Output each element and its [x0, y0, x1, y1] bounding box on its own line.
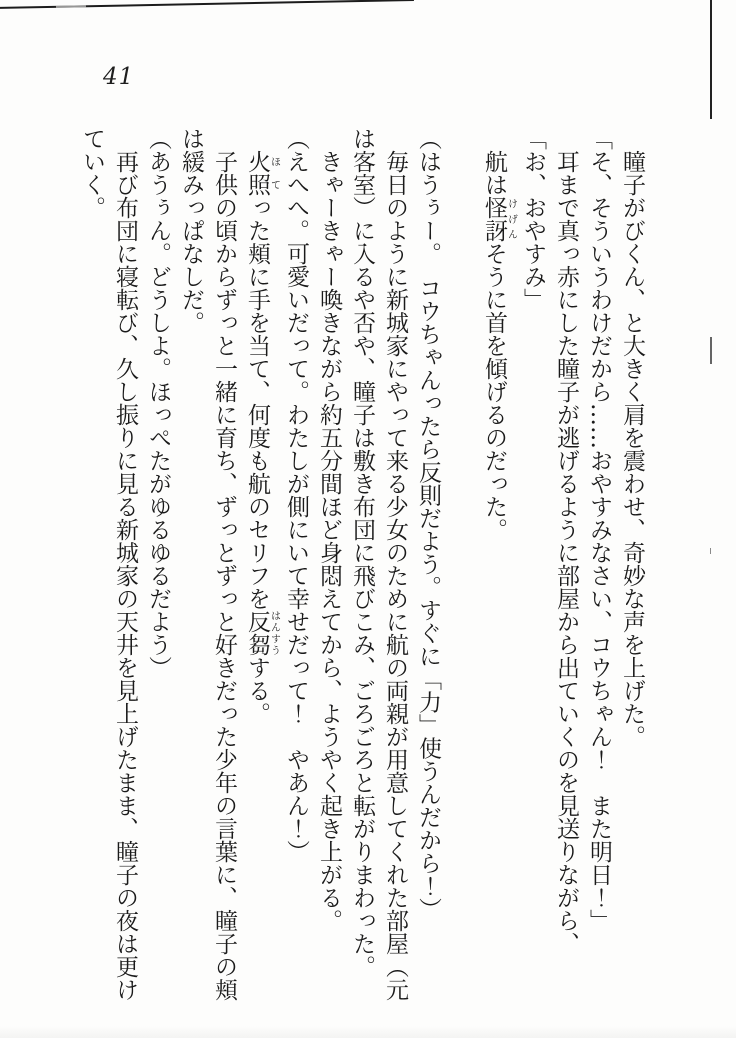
- page-number: 41: [103, 64, 135, 90]
- scan-edge-right-line: [710, 0, 712, 119]
- thought-line: （あうぅん。どうしよ。ほっぺたがゆるゆるだよう）: [145, 127, 171, 679]
- narrative-line: 子供の頃からずっと一緒に育ち、ずっとずっと好きだった少年の言葉に、瞳子の頬は緩みっぱなしだ。: [178, 127, 237, 1001]
- narrative-line: 瞳子がびくん、と大きく肩を震わせ、奇妙な声を上げた。: [619, 150, 645, 748]
- ruby-annotated-word: 怪訝けげん: [481, 196, 517, 242]
- ruby-annotated-word: 反芻はんすう: [244, 610, 280, 656]
- ruby-annotated-word: 火照ほて: [244, 150, 280, 196]
- vertical-text-block: [79, 127, 648, 1005]
- narrative-line: 耳まで真っ赤にした瞳子が逃げるように部屋から出ていくのを見送りながら、: [553, 150, 579, 955]
- narrative-line: 再び布団に寝転び、久し振りに見る新城家の天井を見上げたまま、瞳子の夜は更けていく。: [79, 127, 138, 1001]
- narrative-line: 毎日のように新城家にやって来る少女のために航の両親が用意してくれた部屋（元は客室）に入るや否や、瞳子は敷き布団に飛びこみ、ごろごろと転がりまわった。: [349, 127, 408, 1001]
- narrative-line: 航は怪訝けげんそうに首を傾げるのだった。: [481, 150, 517, 541]
- scene-break: [444, 127, 477, 1005]
- scan-shade-bottom: [0, 1026, 736, 1038]
- scan-edge-right-dot: [710, 548, 711, 554]
- dialogue-line: 「お、おやすみ」: [520, 127, 546, 311]
- narrative-line: きゃーきゃー喚きながら約五分間ほど身悶えてから、ようやく起き上がる。: [316, 150, 342, 932]
- thought-line: （はうぅー。 コウちゃんったら反則だよう。すぐに「力」使うんだから！）: [415, 127, 441, 921]
- narrative-line: 火照ほてった頬に手を当て、何度も航のセリフを反芻はんすうする。: [244, 150, 280, 725]
- scan-edge-top-line: [0, 0, 414, 9]
- dialogue-line: 「そ、そういうわけだから……おやすみなさい、コウちゃん！ また明日！」: [586, 127, 612, 932]
- thought-line: （えへへ。可愛いだって。わたしが側にいて幸せだって！ やあん！）: [283, 127, 309, 863]
- scan-edge-right-dash: [710, 337, 712, 364]
